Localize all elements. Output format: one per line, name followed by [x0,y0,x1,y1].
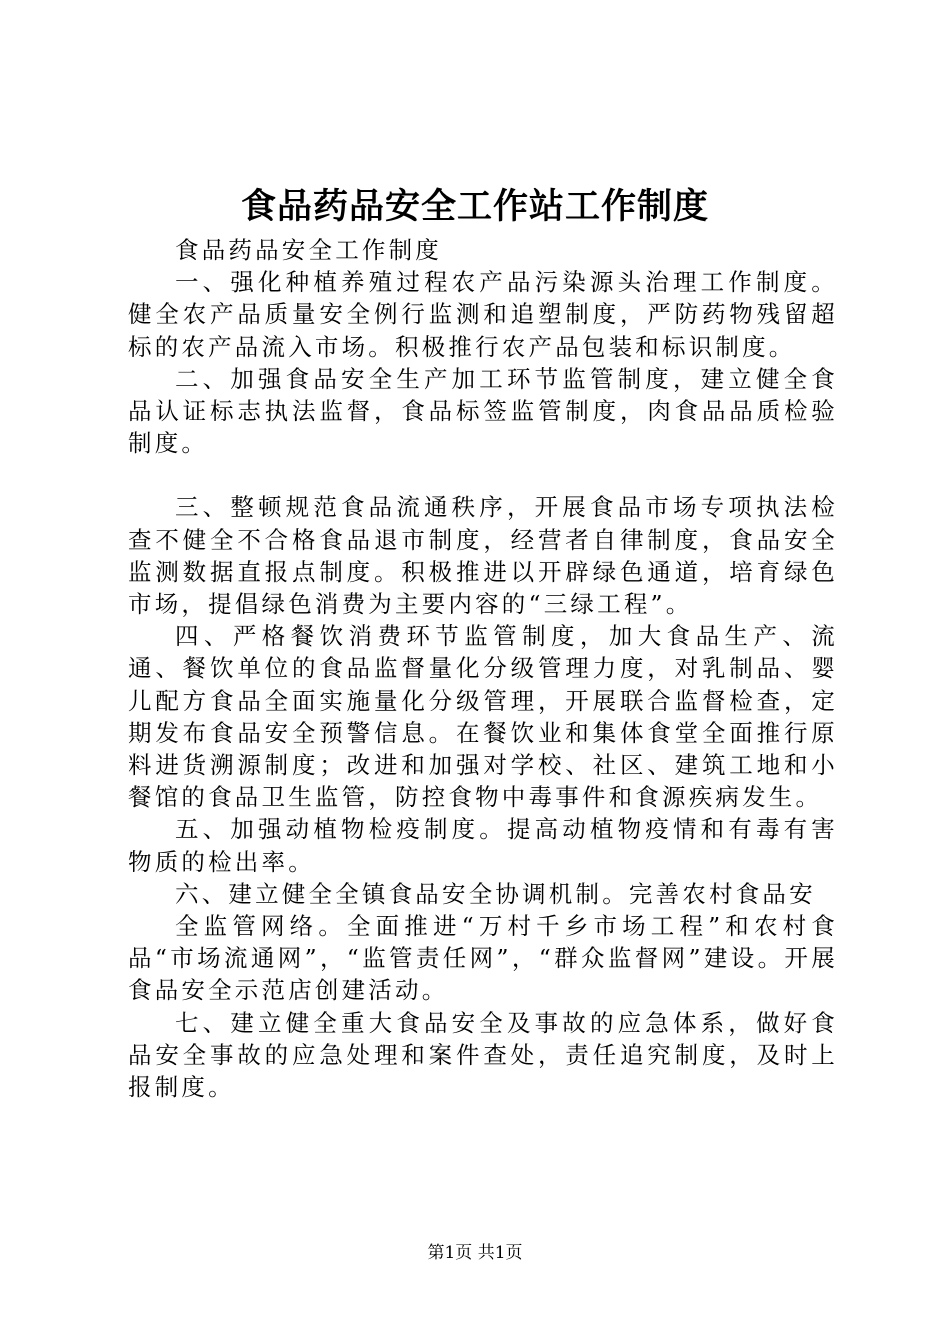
paragraph-6-continued: 全监管网络。全面推进“万村千乡市场工程”和农村食品“市场流通网”，“监管责任网”，“群众监督网”建设。开展食品安全示范店创建活动。 [128,912,838,1005]
paragraph-6: 六、建立健全全镇食品安全协调机制。完善农村食品安 [175,879,816,908]
paragraph-5: 五、加强动植物检疫制度。提高动植物疫情和有毒有害物质的检出率。 [128,815,838,876]
paragraph-4: 四、严格餐饮消费环节监管制度，加大食品生产、流通、餐饮单位的食品监督量化分级管理力度，对乳制品、婴儿配方食品全面实施量化分级管理，开展联合监督检查，定期发布食品安全预警信息。在餐饮业和集体食堂全面推行原料进货溯源制度；改进和加强对学校、社区、建筑工地和小餐馆的食品卫生监管，防控食物中毒事件和食源疾病发生。 [128,622,838,812]
document-title: 食品药品安全工作站工作制度 [240,186,709,227]
document-body [128,234,838,1103]
paragraph-1: 一、强化种植养殖过程农产品污染源头治理工作制度。健全农产品质量安全例行监测和追塑制度，严防药物残留超标的农产品流入市场。积极推行农产品包装和标识制度。 [128,268,838,361]
paragraph-subtitle: 食品药品安全工作制度 [175,236,442,264]
page-footer: 第1页 共1页 [427,1243,523,1263]
paragraph-2: 二、加强食品安全生产加工环节监管制度，建立健全食品认证标志执法监督，食品标签监管制度，肉食品品质检验制度。 [128,364,838,458]
paragraph-7: 七、建立健全重大食品安全及事故的应急体系，做好食品安全事故的应急处理和案件查处，责任追究制度，及时上报制度。 [128,1008,838,1102]
paragraph-3: 三、整顿规范食品流通秩序，开展食品市场专项执法检查不健全不合格食品退市制度，经营者自律制度，食品安全监测数据直报点制度。积极推进以开辟绿色通道，培育绿色市场，提倡绿色消费为主要内容的“三绿工程”。 [128,493,838,619]
